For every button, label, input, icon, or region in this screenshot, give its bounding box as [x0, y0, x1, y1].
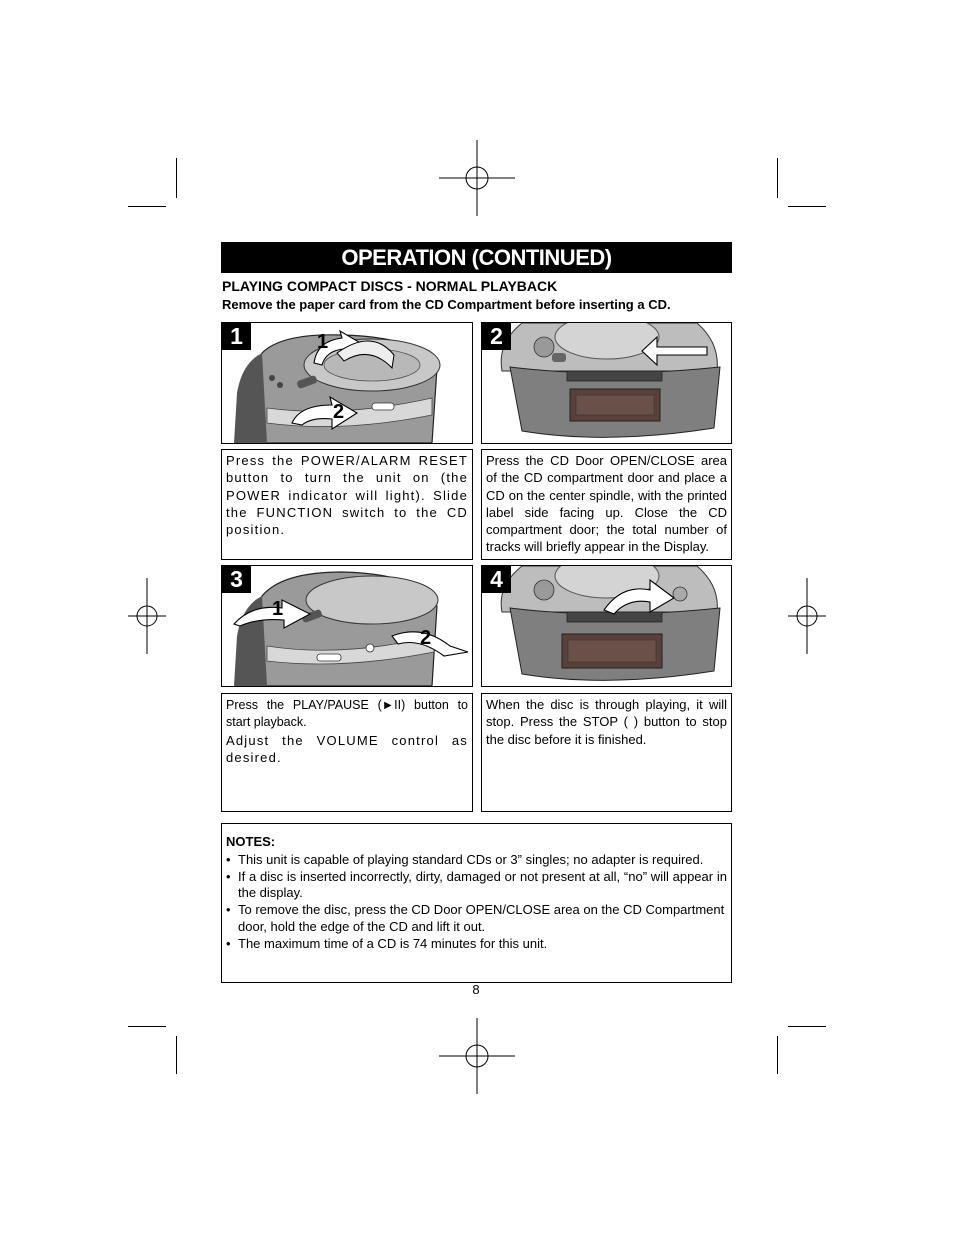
- step-number: 2: [482, 323, 511, 350]
- section-title: PLAYING COMPACT DISCS - NORMAL PLAYBACK: [222, 278, 558, 294]
- crop-mark: [777, 1036, 778, 1074]
- list-item: • If a disc is inserted incorrectly, dirty, damaged or not present at all, “no” will appear in the display.: [226, 869, 727, 903]
- step-3-illustration: [221, 565, 473, 687]
- page-number: 8: [472, 982, 480, 997]
- page-title: OPERATION (CONTINUED): [221, 242, 732, 273]
- list-item: • This unit is capable of playing standard CDs or 3” singles; no adapter is required.: [226, 852, 727, 869]
- crop-mark: [777, 158, 778, 198]
- step-2-illustration: [481, 322, 732, 444]
- step-1-description: Press the POWER/ALARM RESET button to turn the unit on (the POWER indicator will light). Slide the FUNCTION switch to the CD position.: [226, 453, 468, 538]
- registration-mark-icon: [788, 578, 826, 654]
- step-1-callout-2: 2: [333, 401, 345, 423]
- step-4-illustration: [481, 565, 732, 687]
- step-number: 3: [222, 566, 251, 593]
- crop-mark: [128, 1026, 166, 1027]
- step-3-description-line2: Adjust the VOLUME control as desired.: [226, 732, 468, 765]
- step-3-description-line1: Press the PLAY/PAUSE (►II) button to start playback.: [226, 698, 468, 730]
- step-3-text: [221, 693, 473, 812]
- crop-mark: [176, 1036, 177, 1074]
- notes-box: [221, 823, 732, 983]
- crop-mark: [176, 158, 177, 198]
- registration-mark-icon: [439, 1018, 515, 1094]
- notes-title: NOTES:: [226, 834, 276, 849]
- step-3-callout-2: 2: [420, 627, 432, 649]
- list-item: • To remove the disc, press the CD Door OPEN/CLOSE area on the CD Compartment door, hold the edge of the CD and lift it out.: [226, 902, 727, 936]
- step-1-callout-1: 1: [317, 331, 329, 353]
- crop-mark: [788, 206, 826, 207]
- section-subtitle: Remove the paper card from the CD Compartment before inserting a CD.: [222, 297, 671, 312]
- crop-mark: [788, 1026, 826, 1027]
- notes-list: [226, 852, 727, 953]
- step-1-text: [221, 449, 473, 560]
- registration-mark-icon: [439, 140, 515, 216]
- step-number: 4: [482, 566, 511, 593]
- step-4-text: [481, 693, 732, 812]
- step-4-description: When the disc is through playing, it will stop. Press the STOP ( ) button to stop the disc before it is finished.: [486, 697, 727, 747]
- registration-mark-icon: [128, 578, 166, 654]
- crop-mark: [128, 206, 166, 207]
- step-2-text: [481, 449, 732, 560]
- list-item: • The maximum time of a CD is 74 minutes for this unit.: [226, 936, 727, 953]
- step-3-callout-1: 1: [272, 598, 284, 620]
- step-number: 1: [222, 323, 251, 350]
- step-1-illustration: [221, 322, 473, 444]
- step-2-description: Press the CD Door OPEN/CLOSE area of the CD compartment door and place a CD on the center spindle, with the printed label side facing up. Close the CD compartment door; the total number of tracks will briefly appear in the Display.: [486, 453, 727, 555]
